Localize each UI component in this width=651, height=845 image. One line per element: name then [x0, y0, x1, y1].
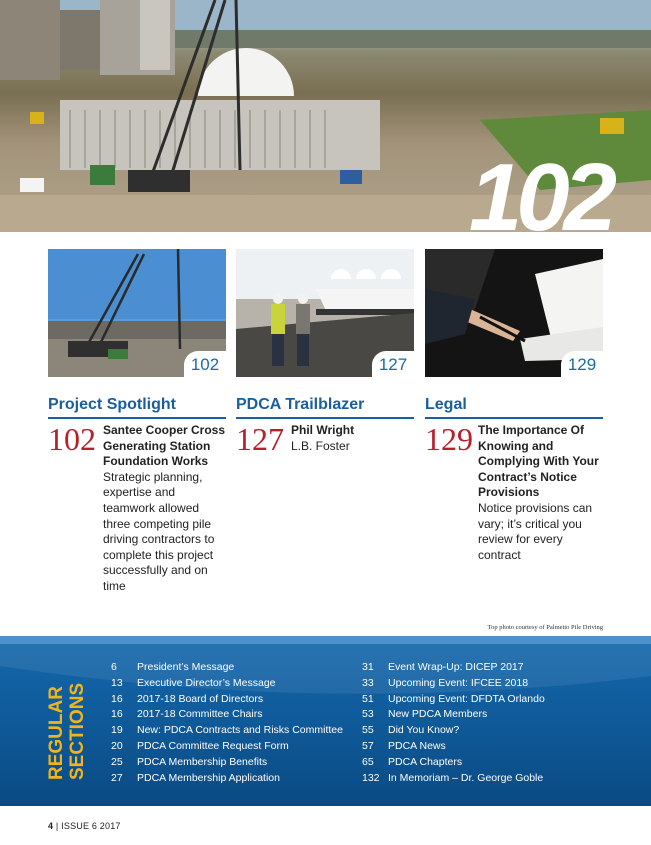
regular-sections-title: REGULAR SECTIONS	[46, 682, 88, 780]
article-subtext: Notice provisions can vary; it’s critical you review for every contract	[478, 500, 593, 562]
footer-issue: ISSUE 6 2017	[61, 821, 121, 831]
page-tab: 102	[184, 351, 226, 377]
toc-page: 57	[362, 739, 374, 752]
toc-title: Executive Director’s Message	[137, 676, 276, 689]
section-heading: PDCA Trailblazer	[236, 396, 414, 419]
toc-title: New PDCA Members	[388, 708, 488, 721]
toc-title: PDCA Chapters	[388, 755, 463, 768]
toc-title: President’s Message	[137, 661, 235, 673]
toc-page: 19	[111, 724, 123, 737]
toc-title: Event Wrap-Up: DICEP 2017	[388, 661, 524, 673]
toc-title: Did You Know?	[388, 724, 460, 737]
toc-title: New: PDCA Contracts and Risks Committee	[137, 724, 343, 737]
feature-card-pdca-trailblazer[interactable]	[236, 249, 414, 457]
photo-credit: Top photo courtesy of Palmetto Pile Driving	[487, 624, 603, 631]
article-headline[interactable]: Phil Wright	[291, 423, 355, 437]
article-page-number: 129	[425, 421, 473, 457]
toc-title: In Memoriam – Dr. George Goble	[388, 771, 544, 784]
band-top-rail	[0, 636, 651, 644]
toc-page: 13	[111, 676, 123, 689]
toc-title: 2017-18 Board of Directors	[137, 692, 264, 705]
toc-page: 53	[362, 708, 374, 721]
page-tab: 127	[372, 351, 414, 377]
hero-page-number: 102	[468, 144, 611, 232]
toc-page: 55	[362, 724, 374, 737]
article-subtext: L.B. Foster	[291, 438, 350, 453]
page-tab: 129	[561, 351, 603, 377]
toc-page: 27	[111, 771, 123, 784]
toc-page: 6	[111, 661, 117, 673]
article-page-number: 102	[48, 421, 96, 457]
toc-title: PDCA Membership Application	[137, 771, 280, 784]
toc-title: Upcoming Event: IFCEE 2018	[388, 676, 529, 689]
hero-photo	[0, 0, 651, 232]
toc-title: PDCA Committee Request Form	[137, 739, 289, 752]
section-heading: Project Spotlight	[48, 396, 226, 419]
trailblazer-photo	[236, 249, 414, 377]
article-headline[interactable]: The Importance Of Knowing and Complying With Your Contract’s Notice Provisions	[478, 423, 599, 500]
feature-card-legal[interactable]	[425, 249, 603, 562]
article-headline[interactable]: Santee Cooper Cross Generating Station Foundation Works	[103, 423, 226, 469]
toc-page: 65	[362, 755, 374, 768]
toc-page: 20	[111, 739, 123, 752]
article-subtext: Strategic planning, expertise and teamwork allowed three competing pile driving contractors to complete this project successfully and on time	[103, 469, 215, 593]
article-page-number: 127	[236, 421, 284, 457]
toc-title: PDCA News	[388, 739, 446, 752]
legal-photo	[425, 249, 603, 377]
toc-page: 132	[362, 771, 380, 784]
article-summary	[103, 423, 228, 595]
crane-photo	[48, 249, 226, 377]
toc-title: Upcoming Event: DFDTA Orlando	[388, 692, 545, 705]
article-summary	[291, 423, 416, 454]
toc-title: 2017-18 Committee Chairs	[137, 708, 263, 721]
regular-sections-band	[0, 636, 651, 806]
article-summary	[478, 423, 603, 563]
toc-page: 51	[362, 692, 374, 705]
toc-page: 33	[362, 676, 374, 689]
band-highlight	[0, 636, 651, 806]
toc-page: 25	[111, 755, 123, 768]
page-footer	[48, 821, 121, 831]
section-heading: Legal	[425, 396, 603, 419]
toc-page: 16	[111, 708, 123, 721]
toc-page: 31	[362, 661, 374, 673]
footer-separator: |	[55, 821, 59, 831]
footer-page-number: 4	[48, 821, 54, 831]
toc-title: PDCA Membership Benefits	[137, 755, 268, 768]
toc-page: 16	[111, 692, 123, 705]
feature-card-project-spotlight[interactable]	[48, 249, 226, 593]
